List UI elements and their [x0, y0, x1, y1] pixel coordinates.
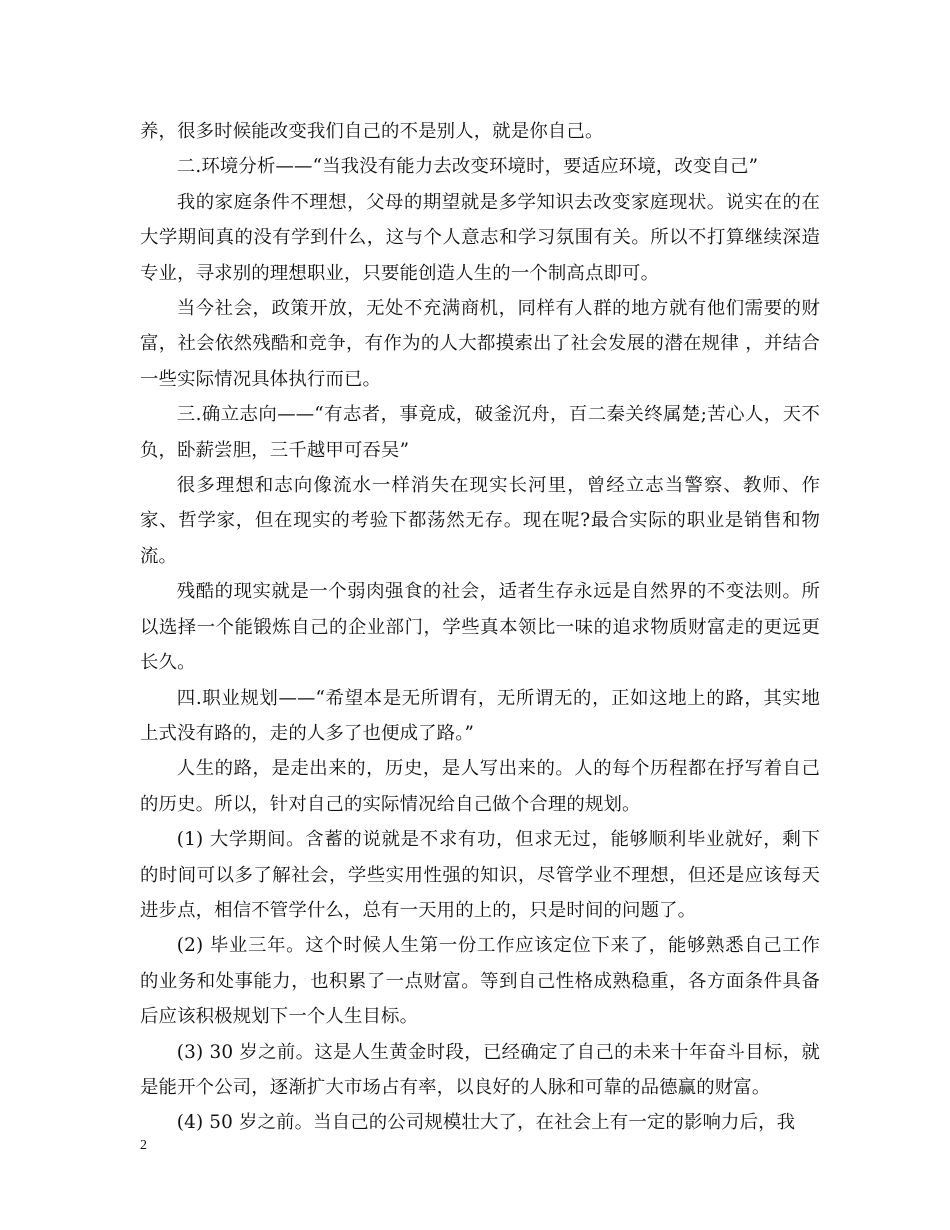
document-body: [140, 114, 820, 1141]
paragraph-3: 我的家庭条件不理想，父母的期望就是多学知识去改变家庭现状。说实在的在大学期间真的没有学到什么，这与个人意志和学习氛围有关。所以不打算继续深造专业，寻求别的理想职业，只要能创造人生的一个制高点即可。: [140, 191, 820, 284]
plan-item-three-years: (2) 毕业三年。这个时候人生第一份工作应该定位下来了，能够熟悉自己工作的业务和处事能力，也积累了一点财富。等到自己性格成熟稳重，各方面条件具备后应该积极规划下一个人生目标。: [140, 935, 820, 1028]
plan-item-university: (1) 大学期间。含蓄的说就是不求有功，但求无过，能够顺利毕业就好，剩下的时间可以多了解社会，学些实用性强的知识，尽管学业不理想，但还是应该每天进步点，相信不管学什么，总有一天用的上的，只是时间的问题了。: [140, 829, 820, 921]
paragraph-9: 人生的路，是走出来的，历史，是人写出来的。人的每个历程都在抒写着自己的历史。所以，针对自己的实际情况给自己做个合理的规划。: [140, 758, 820, 815]
paragraph-4: 当今社会，政策开放，无处不充满商机，同样有人群的地方就有他们需要的财富，社会依然残酷和竞争，有作为的人大都摸索出了社会发展的潜在规律 ，并结合一些实际情况具体执行而已。: [140, 298, 820, 390]
plan-item-before-50: (4) 50 岁之前。当自己的公司规模壮大了，在社会上有一定的影响力后，我: [176, 1112, 796, 1134]
page-number: 2: [140, 1138, 147, 1153]
paragraph-6: 很多理想和志向像流水一样消失在现实长河里，曾经立志当警察、教师、作家、哲学家，但在现实的考验下都荡然无存。现在呢?最合实际的职业是销售和物流。: [140, 475, 820, 567]
paragraph-1: 养，很多时候能改变我们自己的不是别人，就是你自己。: [140, 121, 604, 142]
section-heading-aspiration: 三.确立志向——“有志者，事竟成，破釜沉舟，百二秦关终属楚;苦心人，天不负，卧薪尝胆，三千越甲可吞吴”: [140, 404, 820, 461]
section-heading-career-plan: 四.职业规划——“希望本是无所谓有，无所谓无的，正如这地上的路，其实地上式没有路的，走的人多了也便成了路。”: [140, 687, 820, 744]
section-heading-environment: 二.环境分析——“当我没有能力去改变环境时，要适应环境，改变自己”: [176, 156, 759, 178]
plan-item-before-30: (3) 30 岁之前。这是人生黄金时段，已经确定了自己的未来十年奋斗目标，就是能开个公司，逐渐扩大市场占有率，以良好的人脉和可靠的品德赢的财富。: [140, 1041, 820, 1098]
paragraph-7: 残酷的现实就是一个弱肉强食的社会，适者生存永远是自然界的不变法则。所以选择一个能锻炼自己的企业部门，学些真本领比一味的追求物质财富走的更远更长久。: [140, 581, 820, 674]
